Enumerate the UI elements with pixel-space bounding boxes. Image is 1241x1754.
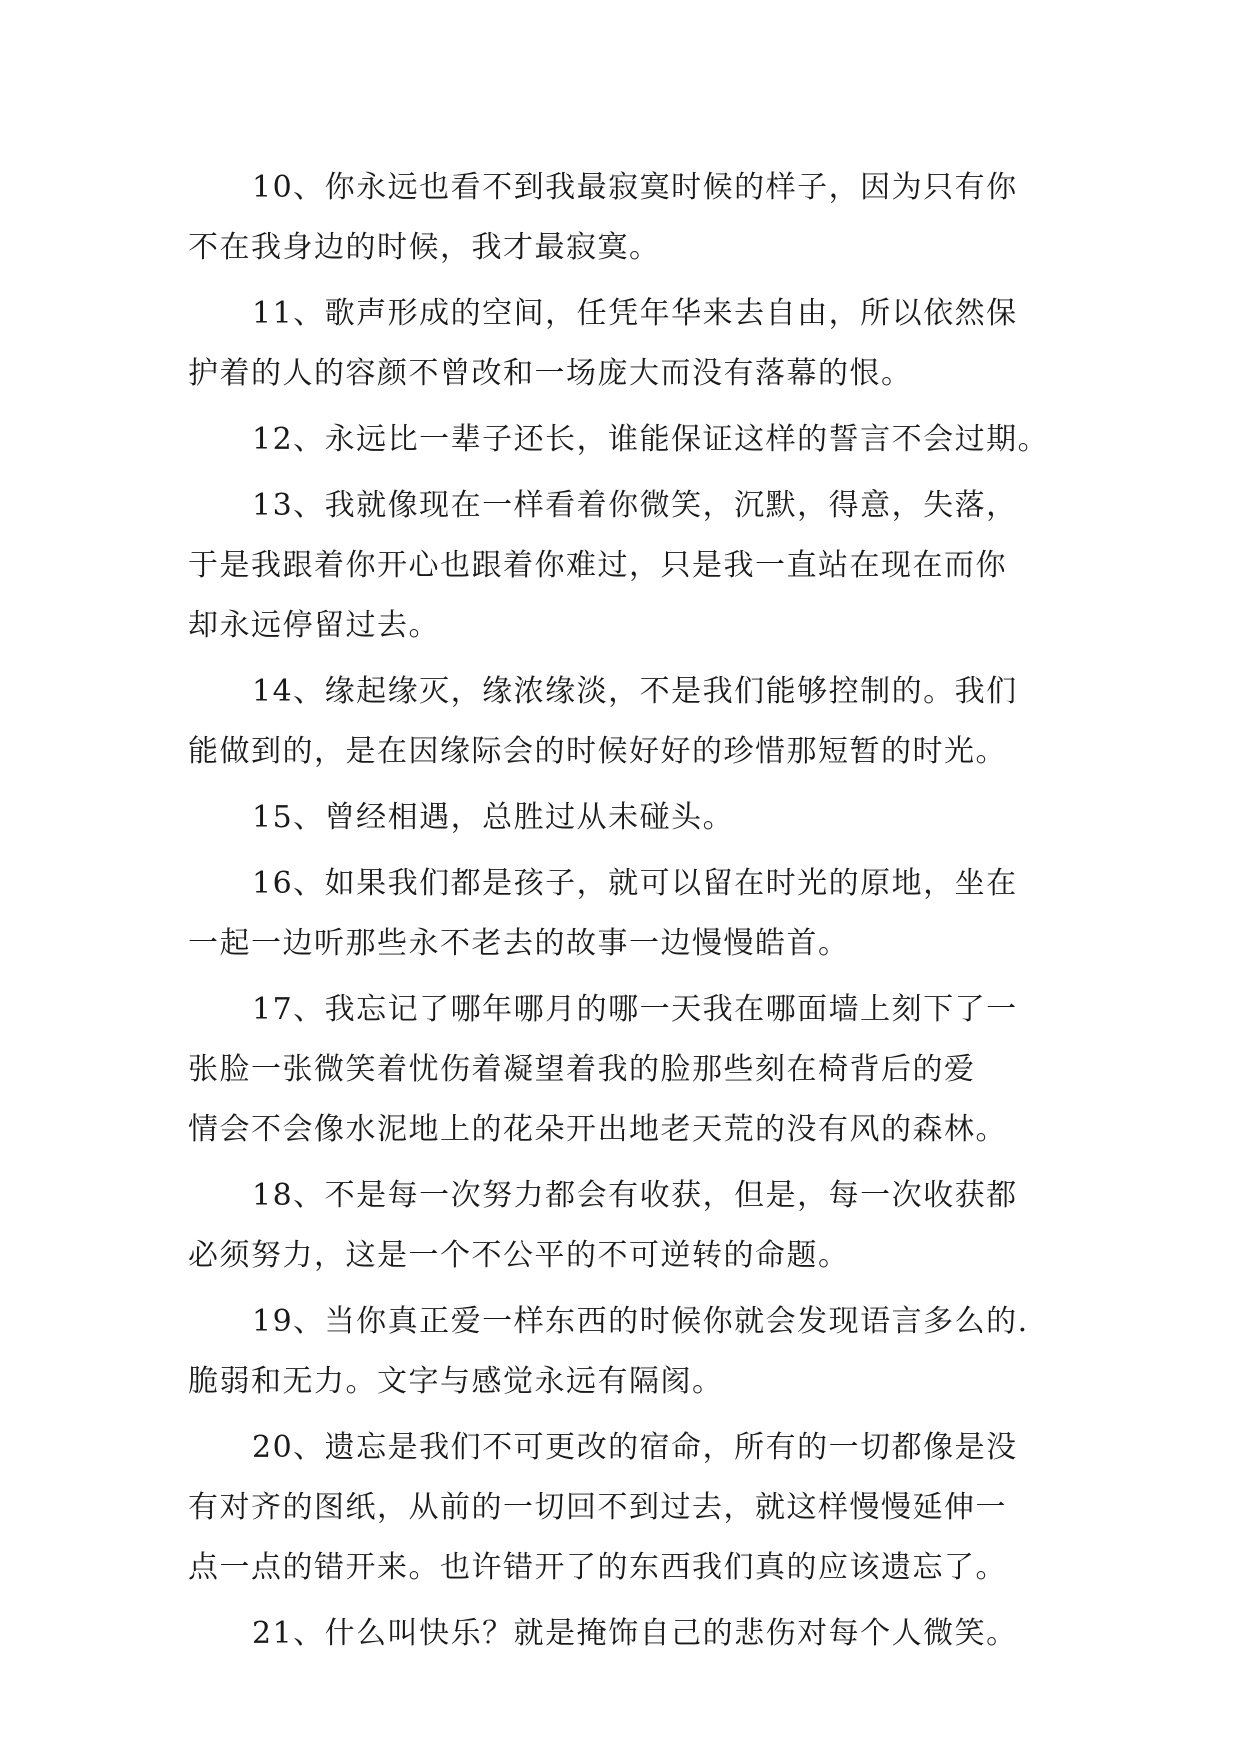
paragraph-12 bbox=[188, 410, 1068, 470]
paragraph-line: 14、缘起缘灭，缘浓缘淡，不是我们能够控制的。我们 bbox=[252, 674, 1018, 709]
paragraph-16 bbox=[188, 854, 1068, 974]
paragraph-line: 于是我跟着你开心也跟着你难过，只是我一直站在现在而你 bbox=[188, 548, 1007, 583]
paragraph-line: 17、我忘记了哪年哪月的哪一天我在哪面墙上刻下了一 bbox=[252, 992, 1018, 1027]
paragraph-line: 能做到的，是在因缘际会的时候好好的珍惜那短暂的时光。 bbox=[188, 734, 1007, 769]
paragraph-19 bbox=[188, 1292, 1068, 1412]
paragraph-line: 10、你永远也看不到我最寂寞时候的样子，因为只有你 bbox=[252, 170, 1018, 205]
paragraph-20 bbox=[188, 1418, 1068, 1598]
paragraph-line: 有对齐的图纸，从前的一切回不到过去，就这样慢慢延伸一 bbox=[188, 1490, 1007, 1525]
paragraph-10 bbox=[188, 158, 1068, 278]
paragraph-18 bbox=[188, 1166, 1068, 1286]
paragraph-11 bbox=[188, 284, 1068, 404]
paragraph-line: 情会不会像水泥地上的花朵开出地老天荒的没有风的森林。 bbox=[188, 1112, 1007, 1147]
paragraph-line: 脆弱和无力。文字与感觉永远有隔阂。 bbox=[188, 1364, 724, 1399]
paragraph-13 bbox=[188, 476, 1068, 656]
paragraph-21 bbox=[188, 1604, 1068, 1664]
document-page bbox=[188, 158, 1068, 1670]
paragraph-line: 12、永远比一辈子还长，谁能保证这样的誓言不会过期。 bbox=[252, 422, 1050, 457]
paragraph-line: 一起一边听那些永不老去的故事一边慢慢皓首。 bbox=[188, 926, 850, 961]
paragraph-line: 16、如果我们都是孩子，就可以留在时光的原地，坐在 bbox=[252, 866, 1018, 901]
paragraph-17 bbox=[188, 980, 1068, 1160]
paragraph-line: 必须努力，这是一个不公平的不可逆转的命题。 bbox=[188, 1238, 850, 1273]
paragraph-line: 却永远停留过去。 bbox=[188, 608, 440, 643]
paragraph-line: 21、什么叫快乐？就是掩饰自己的悲伤对每个人微笑。 bbox=[252, 1616, 1018, 1651]
paragraph-line: 不在我身边的时候，我才最寂寞。 bbox=[188, 230, 661, 265]
paragraph-line: 19、当你真正爱一样东西的时候你就会发现语言多么的. bbox=[252, 1304, 1029, 1339]
paragraph-line: 13、我就像现在一样看着你微笑，沉默，得意，失落， bbox=[252, 488, 1018, 523]
paragraph-line: 20、遗忘是我们不可更改的宿命，所有的一切都像是没 bbox=[252, 1430, 1018, 1465]
paragraph-14 bbox=[188, 662, 1068, 782]
paragraph-line: 点一点的错开来。也许错开了的东西我们真的应该遗忘了。 bbox=[188, 1550, 1007, 1585]
paragraph-line: 护着的人的容颜不曾改和一场庞大而没有落幕的恨。 bbox=[188, 356, 913, 391]
paragraph-line: 张脸一张微笑着忧伤着凝望着我的脸那些刻在椅背后的爱 bbox=[188, 1052, 976, 1087]
paragraph-15 bbox=[188, 788, 1068, 848]
paragraph-line: 18、不是每一次努力都会有收获，但是，每一次收获都 bbox=[252, 1178, 1018, 1213]
paragraph-line: 15、曾经相遇，总胜过从未碰头。 bbox=[252, 800, 735, 835]
paragraph-line: 11、歌声形成的空间，任凭年华来去自由，所以依然保 bbox=[252, 296, 1018, 331]
